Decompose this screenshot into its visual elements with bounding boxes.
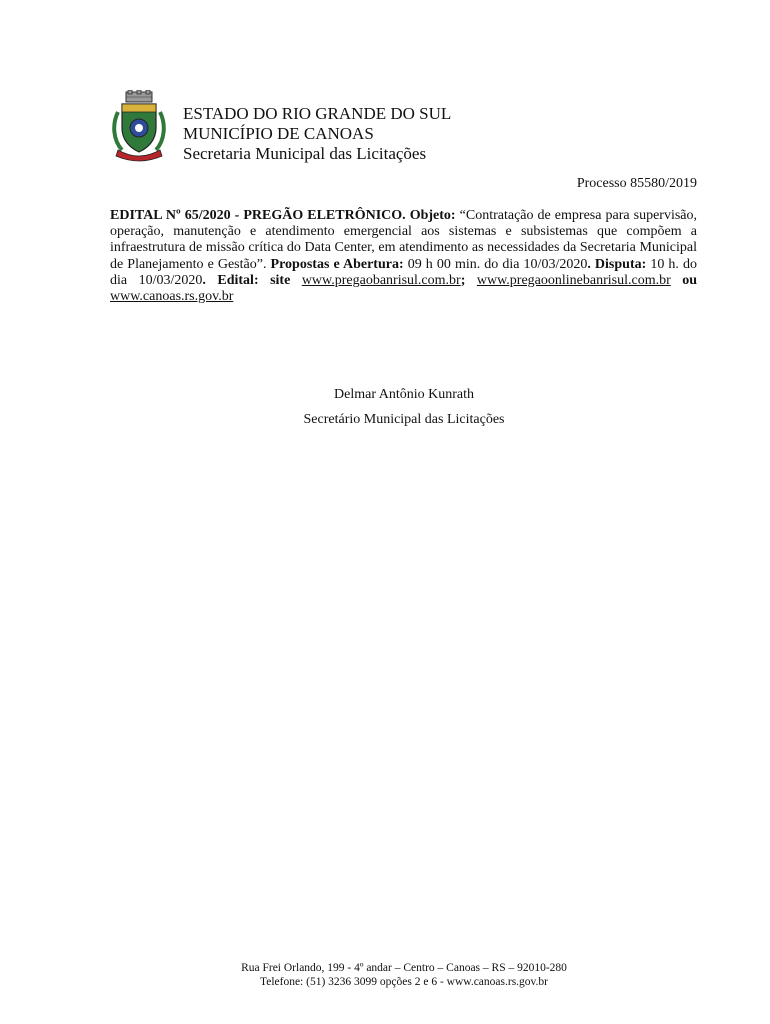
process-number: Processo 85580/2019 (576, 176, 697, 191)
letterhead (183, 104, 451, 164)
disputa-label: Disputa: (594, 256, 647, 272)
semicolon: ; (460, 272, 466, 288)
objeto-text: “Contratação de empresa para supervisão, operação, manutenção e atendimento emergencial aos sistemas e subsistemas que compõem a infraestrutura de missão crítica do Data Center, em atendimento as necessidades da Secretaria Municipal de Planejamento e Gestão”. (110, 208, 697, 272)
propostas-label: Propostas e Abertura: (270, 256, 404, 272)
period-2: . (202, 272, 206, 288)
ou-word: ou (682, 272, 698, 288)
edital-paragraph (110, 208, 697, 305)
link-pregaoonlinebanrisul[interactable]: www.pregaoonlinebanrisul.com.br (476, 272, 671, 288)
link-pregaobanrisul[interactable]: www.pregaobanrisul.com.br (301, 272, 461, 288)
signatory-role: Secretário Municipal das Licitações (303, 412, 505, 427)
signatory-name: Delmar Antônio Kunrath (334, 387, 474, 402)
header-municipality: MUNICÍPIO DE CANOAS (183, 124, 374, 143)
disputa-text: 10 h. do dia 10/03/2020 (110, 256, 698, 288)
edital-site-label: Edital: site (217, 272, 291, 288)
header-department: Secretaria Municipal das Licitações (183, 144, 427, 163)
propostas-text: 09 h 00 min. do dia 10/03/2020 (407, 256, 588, 272)
coat-of-arms-icon (110, 90, 168, 162)
objeto-label: Objeto: (409, 208, 456, 223)
footer-address: Rua Frei Orlando, 199 - 4º andar – Centro – Canoas – RS – 92010-280 (241, 962, 567, 974)
header-state: ESTADO DO RIO GRANDE DO SUL (183, 104, 452, 123)
period-1: . (587, 256, 591, 272)
link-canoas[interactable]: www.canoas.rs.gov.br (110, 289, 234, 305)
footer-telephone: Telefone: (51) 3236 3099 opções 2 e 6 - www.canoas.rs.gov.br (260, 976, 548, 988)
edital-title: EDITAL Nº 65/2020 - PREGÃO ELETRÔNICO. (110, 208, 406, 223)
